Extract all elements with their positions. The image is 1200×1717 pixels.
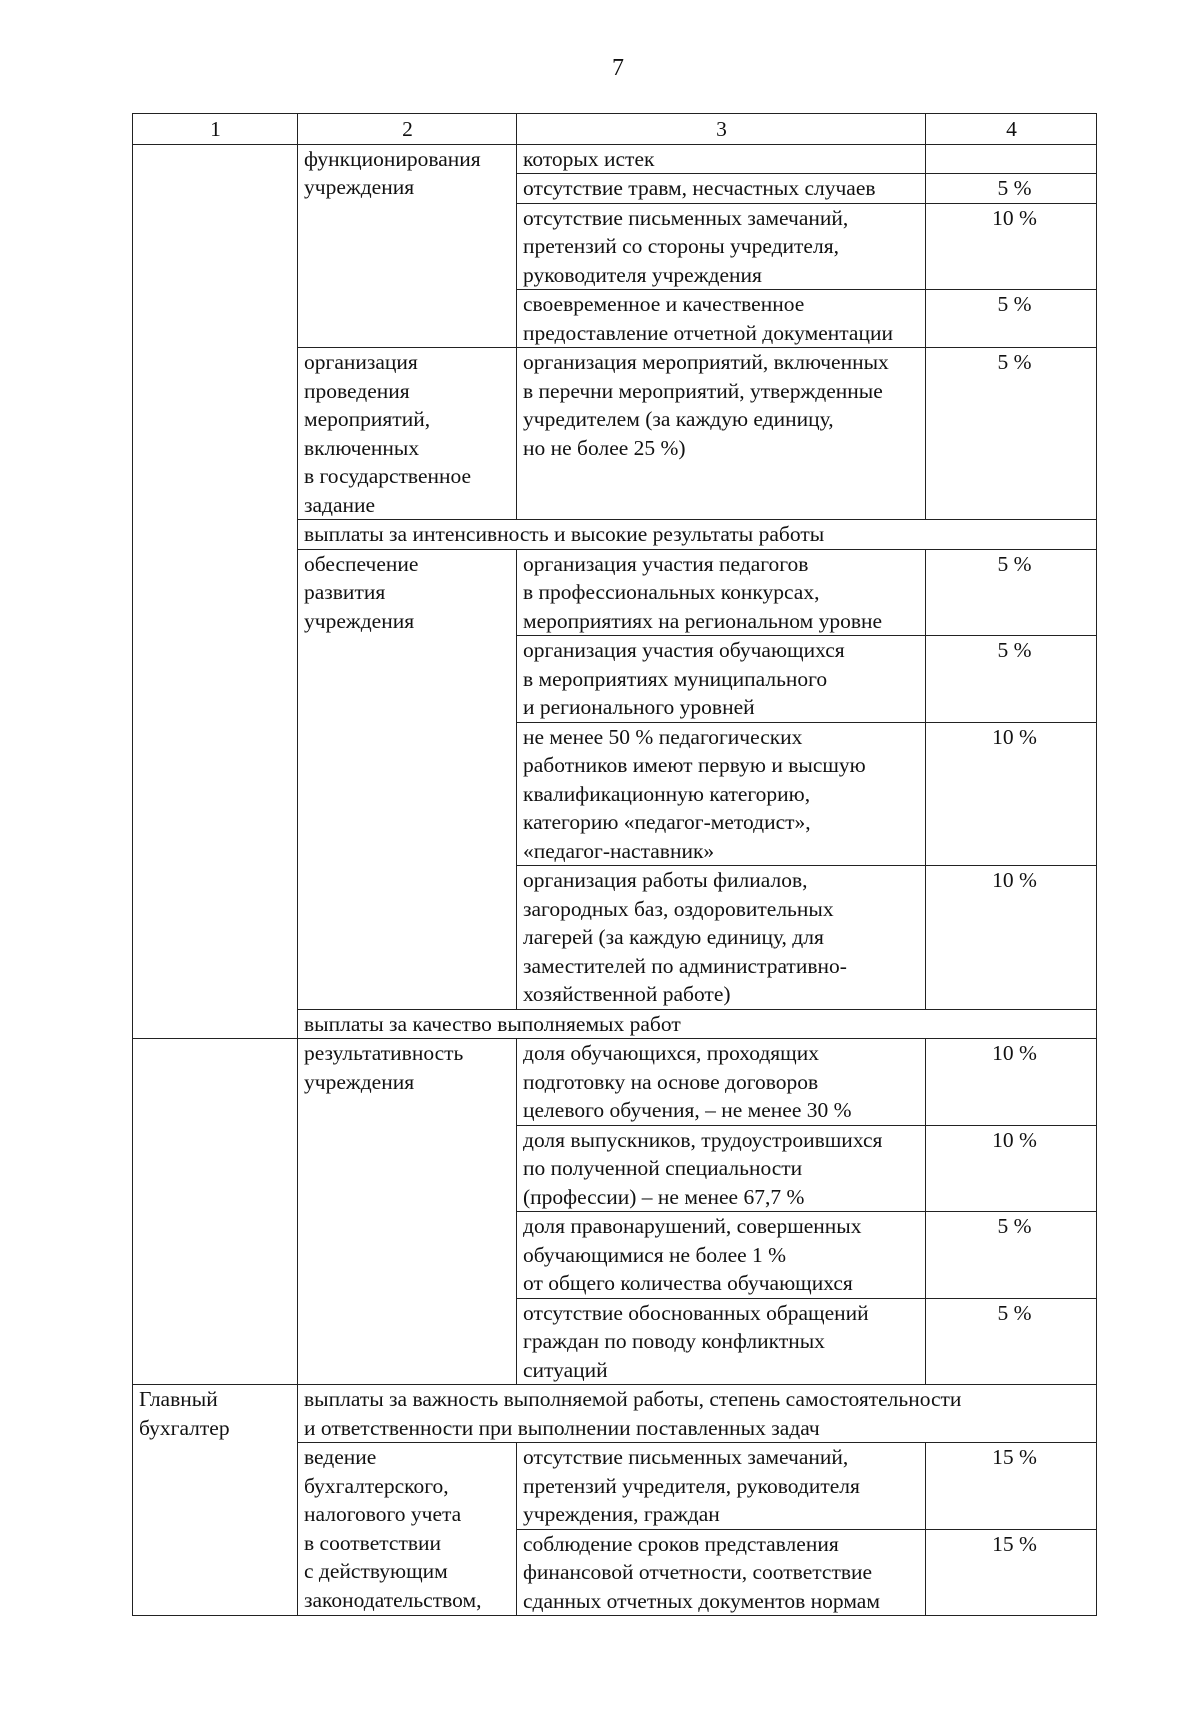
- indicator-cell: организация мероприятий, включенных в перечни мероприятий, утвержденные учредителем (за каждую единицу, но не более 25 %): [517, 348, 926, 520]
- value-cell: 5 %: [926, 174, 1097, 204]
- value-cell: 10 %: [926, 1125, 1097, 1212]
- value-cell: 15 %: [926, 1443, 1097, 1530]
- section-heading: выплаты за качество выполняемых работ: [298, 1009, 1097, 1039]
- indicator-cell: отсутствие обоснованных обращений граждан по поводу конфликтных ситуаций: [517, 1298, 926, 1385]
- value-cell: 5 %: [926, 1212, 1097, 1299]
- value-cell: 5 %: [926, 348, 1097, 520]
- criterion-cell: обеспечение развития учреждения: [298, 549, 517, 1009]
- value-cell: 10 %: [926, 203, 1097, 290]
- indicator-cell: организация участия обучающихся в мероприятиях муниципального и регионального уровней: [517, 636, 926, 723]
- value-cell: 10 %: [926, 722, 1097, 866]
- indicator-cell: отсутствие письменных замечаний, претензий учредителя, руководителя учреждения, граждан: [517, 1443, 926, 1530]
- header-col-4: 4: [926, 114, 1097, 145]
- indicator-cell: организация работы филиалов, загородных баз, оздоровительных лагерей (за каждую единицу, для заместителей по административно- хозяйственной работе): [517, 866, 926, 1010]
- header-col-3: 3: [517, 114, 926, 145]
- section-heading: выплаты за важность выполняемой работы, степень самостоятельности и ответственности при выполнении поставленных задач: [298, 1385, 1097, 1443]
- indicator-cell: организация участия педагогов в профессиональных конкурсах, мероприятиях на региональном уровне: [517, 549, 926, 636]
- position-cell-empty: [133, 144, 298, 1039]
- indicator-cell: доля выпускников, трудоустроившихся по полученной специальности (профессии) – не менее 67,7 %: [517, 1125, 926, 1212]
- indicator-cell: соблюдение сроков представления финансовой отчетности, соответствие сданных отчетных документов нормам: [517, 1529, 926, 1616]
- criterion-cell: функционирования учреждения: [298, 144, 517, 348]
- value-cell: 5 %: [926, 1298, 1097, 1385]
- value-cell: 5 %: [926, 636, 1097, 723]
- section-heading: выплаты за интенсивность и высокие результаты работы: [298, 520, 1097, 550]
- value-cell: 5 %: [926, 290, 1097, 348]
- value-cell: [926, 144, 1097, 174]
- criterion-cell: ведение бухгалтерского, налогового учета в соответствии с действующим законодательством,: [298, 1443, 517, 1616]
- header-col-1: 1: [133, 114, 298, 145]
- value-cell: 5 %: [926, 549, 1097, 636]
- indicator-cell: не менее 50 % педагогических работников имеют первую и высшую квалификационную категорию, категорию «педагог-методист», «педагог-наставник»: [517, 722, 926, 866]
- indicator-cell: доля обучающихся, проходящих подготовку на основе договоров целевого обучения, – не менее 30 %: [517, 1039, 926, 1126]
- indicator-cell: своевременное и качественное предоставление отчетной документации: [517, 290, 926, 348]
- indicator-cell: отсутствие письменных замечаний, претензий со стороны учредителя, руководителя учреждения: [517, 203, 926, 290]
- header-col-2: 2: [298, 114, 517, 145]
- value-cell: 10 %: [926, 866, 1097, 1010]
- indicator-cell: которых истек: [517, 144, 926, 174]
- table-row: [133, 1039, 1097, 1126]
- criteria-table: [132, 113, 1097, 1616]
- criterion-cell: результативность учреждения: [298, 1039, 517, 1385]
- value-cell: 15 %: [926, 1529, 1097, 1616]
- indicator-cell: отсутствие травм, несчастных случаев: [517, 174, 926, 204]
- position-cell: Главный бухгалтер: [133, 1385, 298, 1616]
- header-row: [133, 114, 1097, 145]
- criterion-cell: организация проведения мероприятий, включенных в государственное задание: [298, 348, 517, 520]
- table-row: [133, 144, 1097, 174]
- position-cell-empty: [133, 1039, 298, 1385]
- indicator-cell: доля правонарушений, совершенных обучающимися не более 1 % от общего количества обучающихся: [517, 1212, 926, 1299]
- value-cell: 10 %: [926, 1039, 1097, 1126]
- page-number: 7: [612, 55, 624, 81]
- section-row: [133, 1385, 1097, 1443]
